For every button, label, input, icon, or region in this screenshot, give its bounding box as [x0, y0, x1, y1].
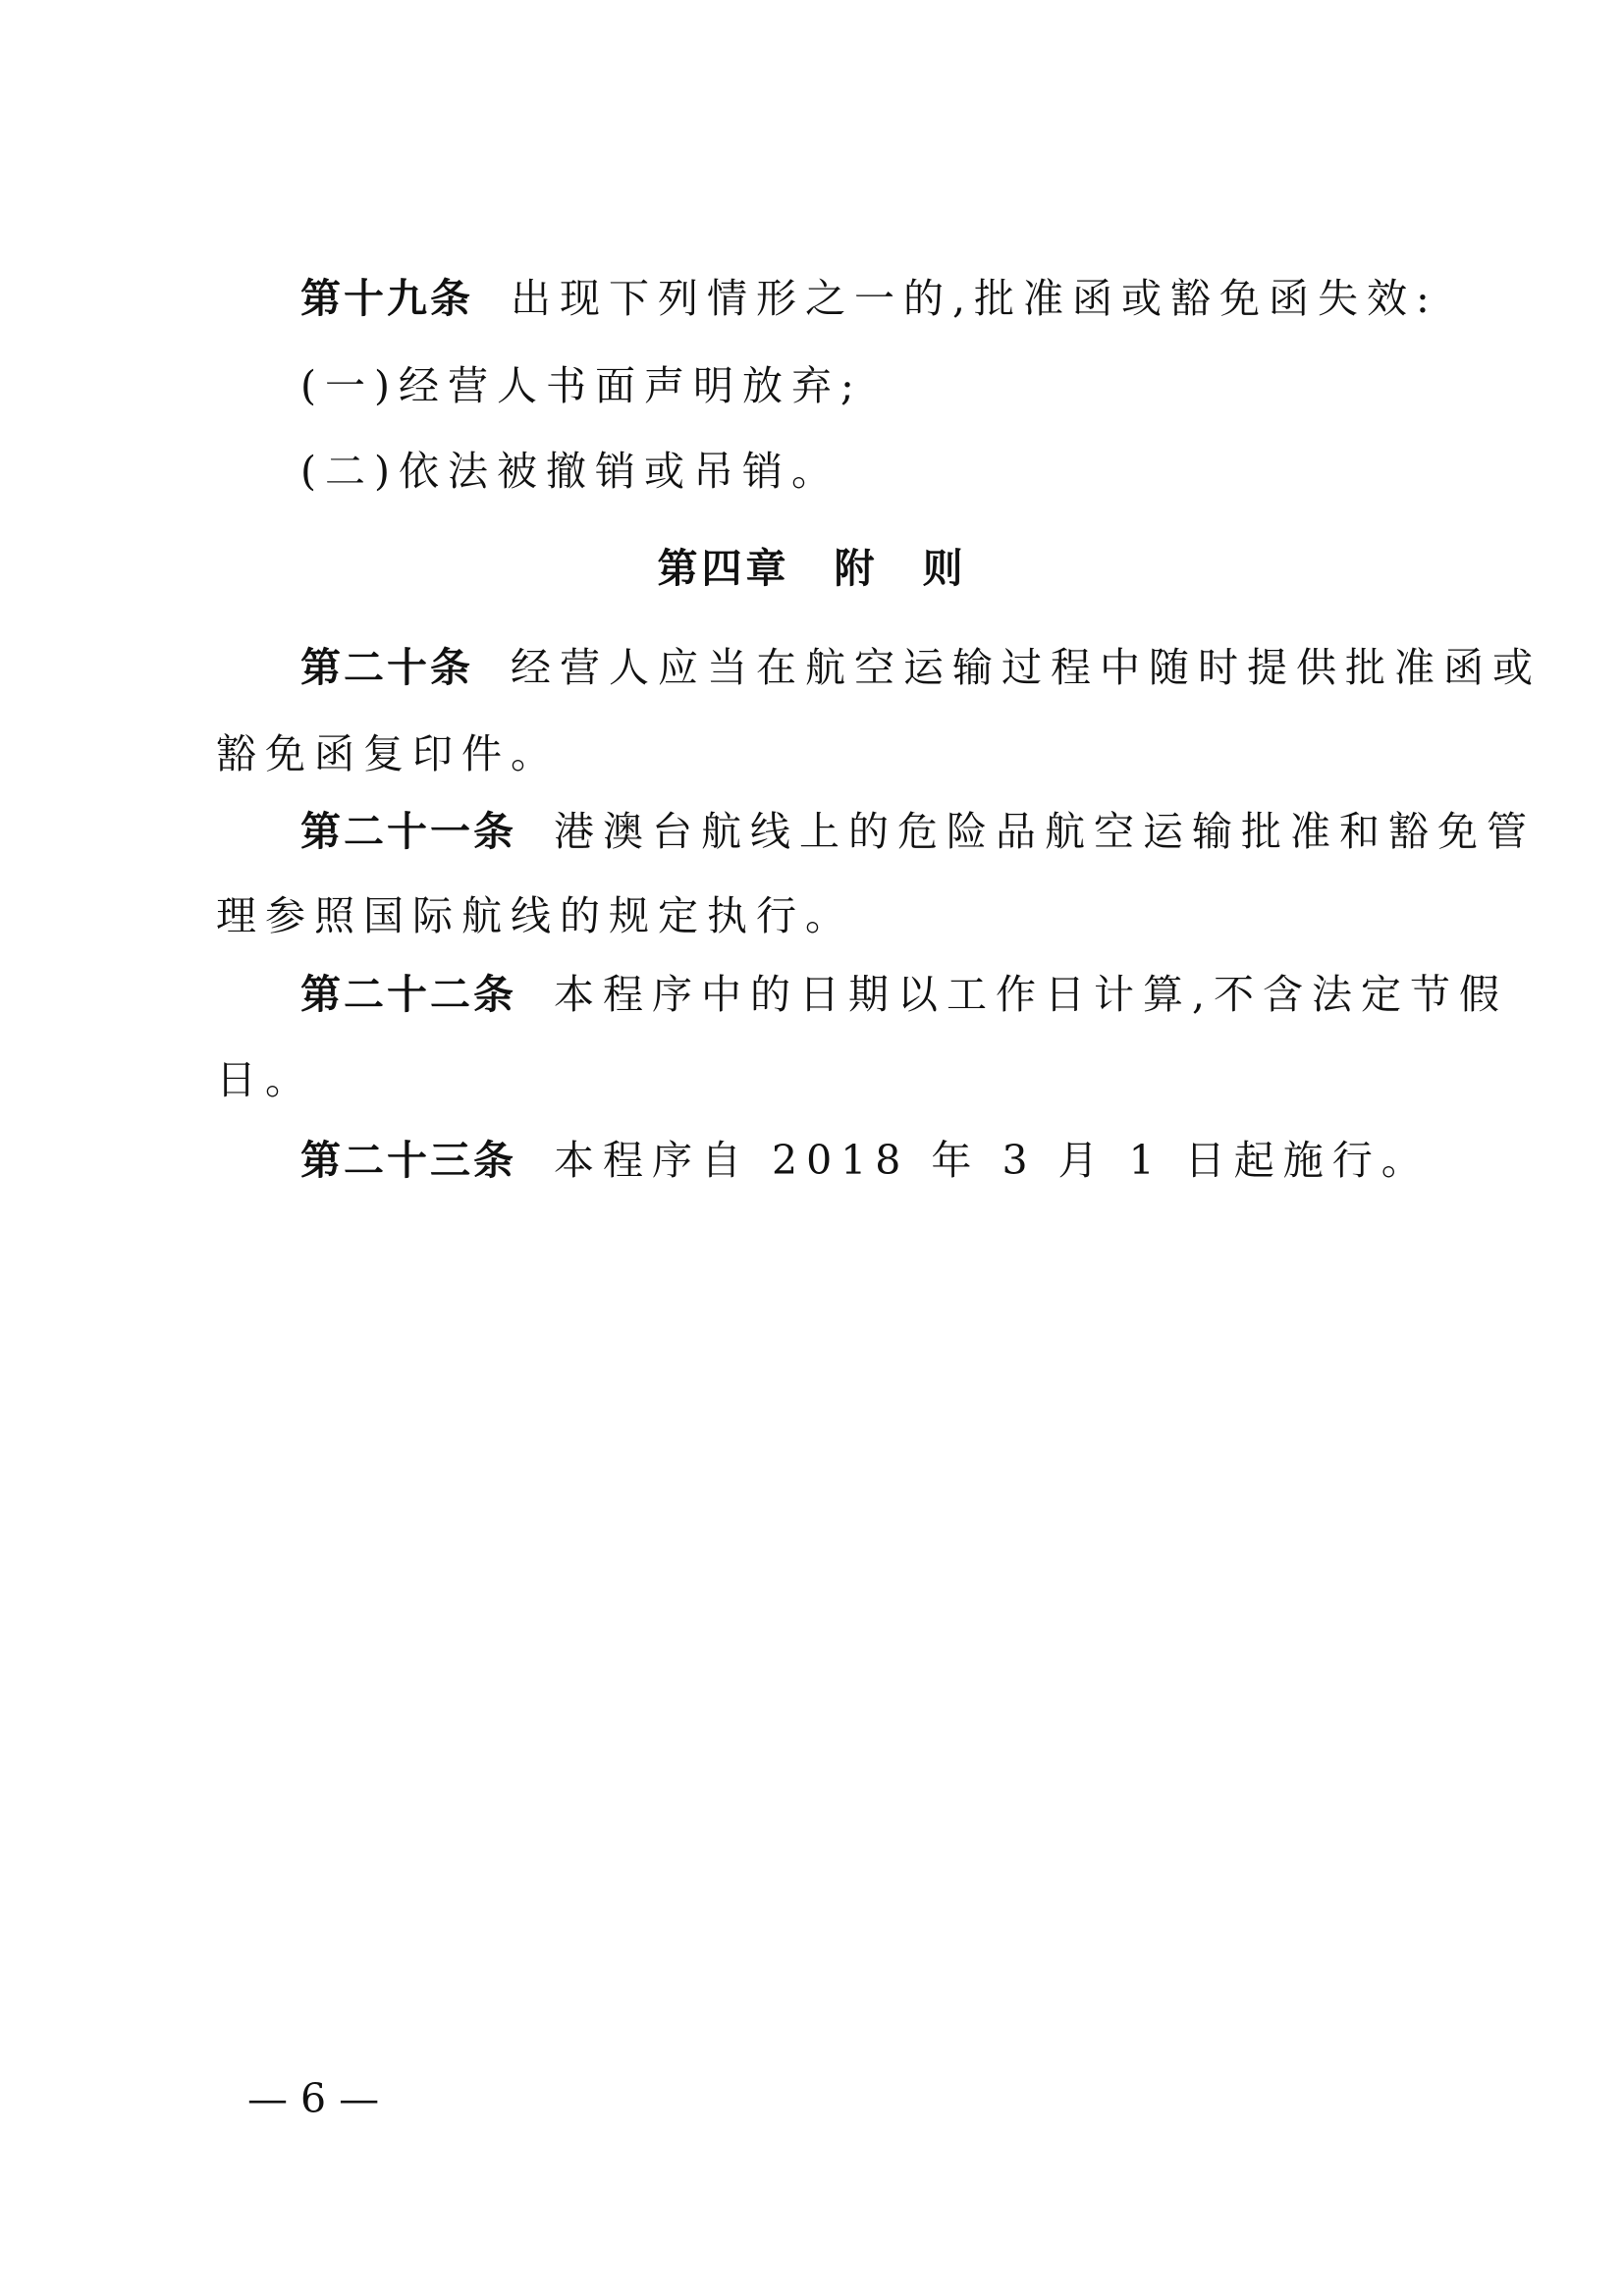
article-20-line-2: 豁免函复印件。	[216, 730, 560, 777]
chapter-heading: 第四章 附 则	[657, 545, 967, 592]
article-19-line-1	[300, 275, 1438, 322]
article-22-number: 第二十二条	[300, 971, 516, 1018]
article-23-number: 第二十三条	[300, 1137, 516, 1184]
article-21-line-1	[300, 808, 1536, 855]
page-number: — 6 —	[247, 2075, 380, 2122]
article-21-number: 第二十一条	[300, 808, 516, 855]
article-20-number: 第二十条	[300, 644, 473, 691]
article-19-item-2: (二)依法被撤销或吊销。	[300, 448, 840, 495]
article-19-text: 出现下列情形之一的,批准函或豁免函失效:	[511, 275, 1438, 322]
article-20-text-1: 经营人应当在航空运输过程中随时提供批准函或	[511, 644, 1542, 691]
article-21-line-2: 理参照国际航线的规定执行。	[216, 892, 854, 939]
article-23-text: 本程序自 2018 年 3 月 1 日起施行。	[554, 1137, 1431, 1184]
article-23-line-1	[300, 1137, 1431, 1184]
article-22-line-2: 日。	[216, 1056, 314, 1103]
article-22-text-1: 本程序中的日期以工作日计算,不含法定节假	[554, 971, 1509, 1018]
article-19-item-1: (一)经营人书面声明放弃;	[300, 362, 863, 409]
article-19-number: 第十九条	[300, 275, 473, 322]
article-21-text-1: 港澳台航线上的危险品航空运输批准和豁免管	[554, 808, 1536, 855]
article-22-line-1	[300, 971, 1509, 1018]
article-20-line-1	[300, 644, 1542, 691]
